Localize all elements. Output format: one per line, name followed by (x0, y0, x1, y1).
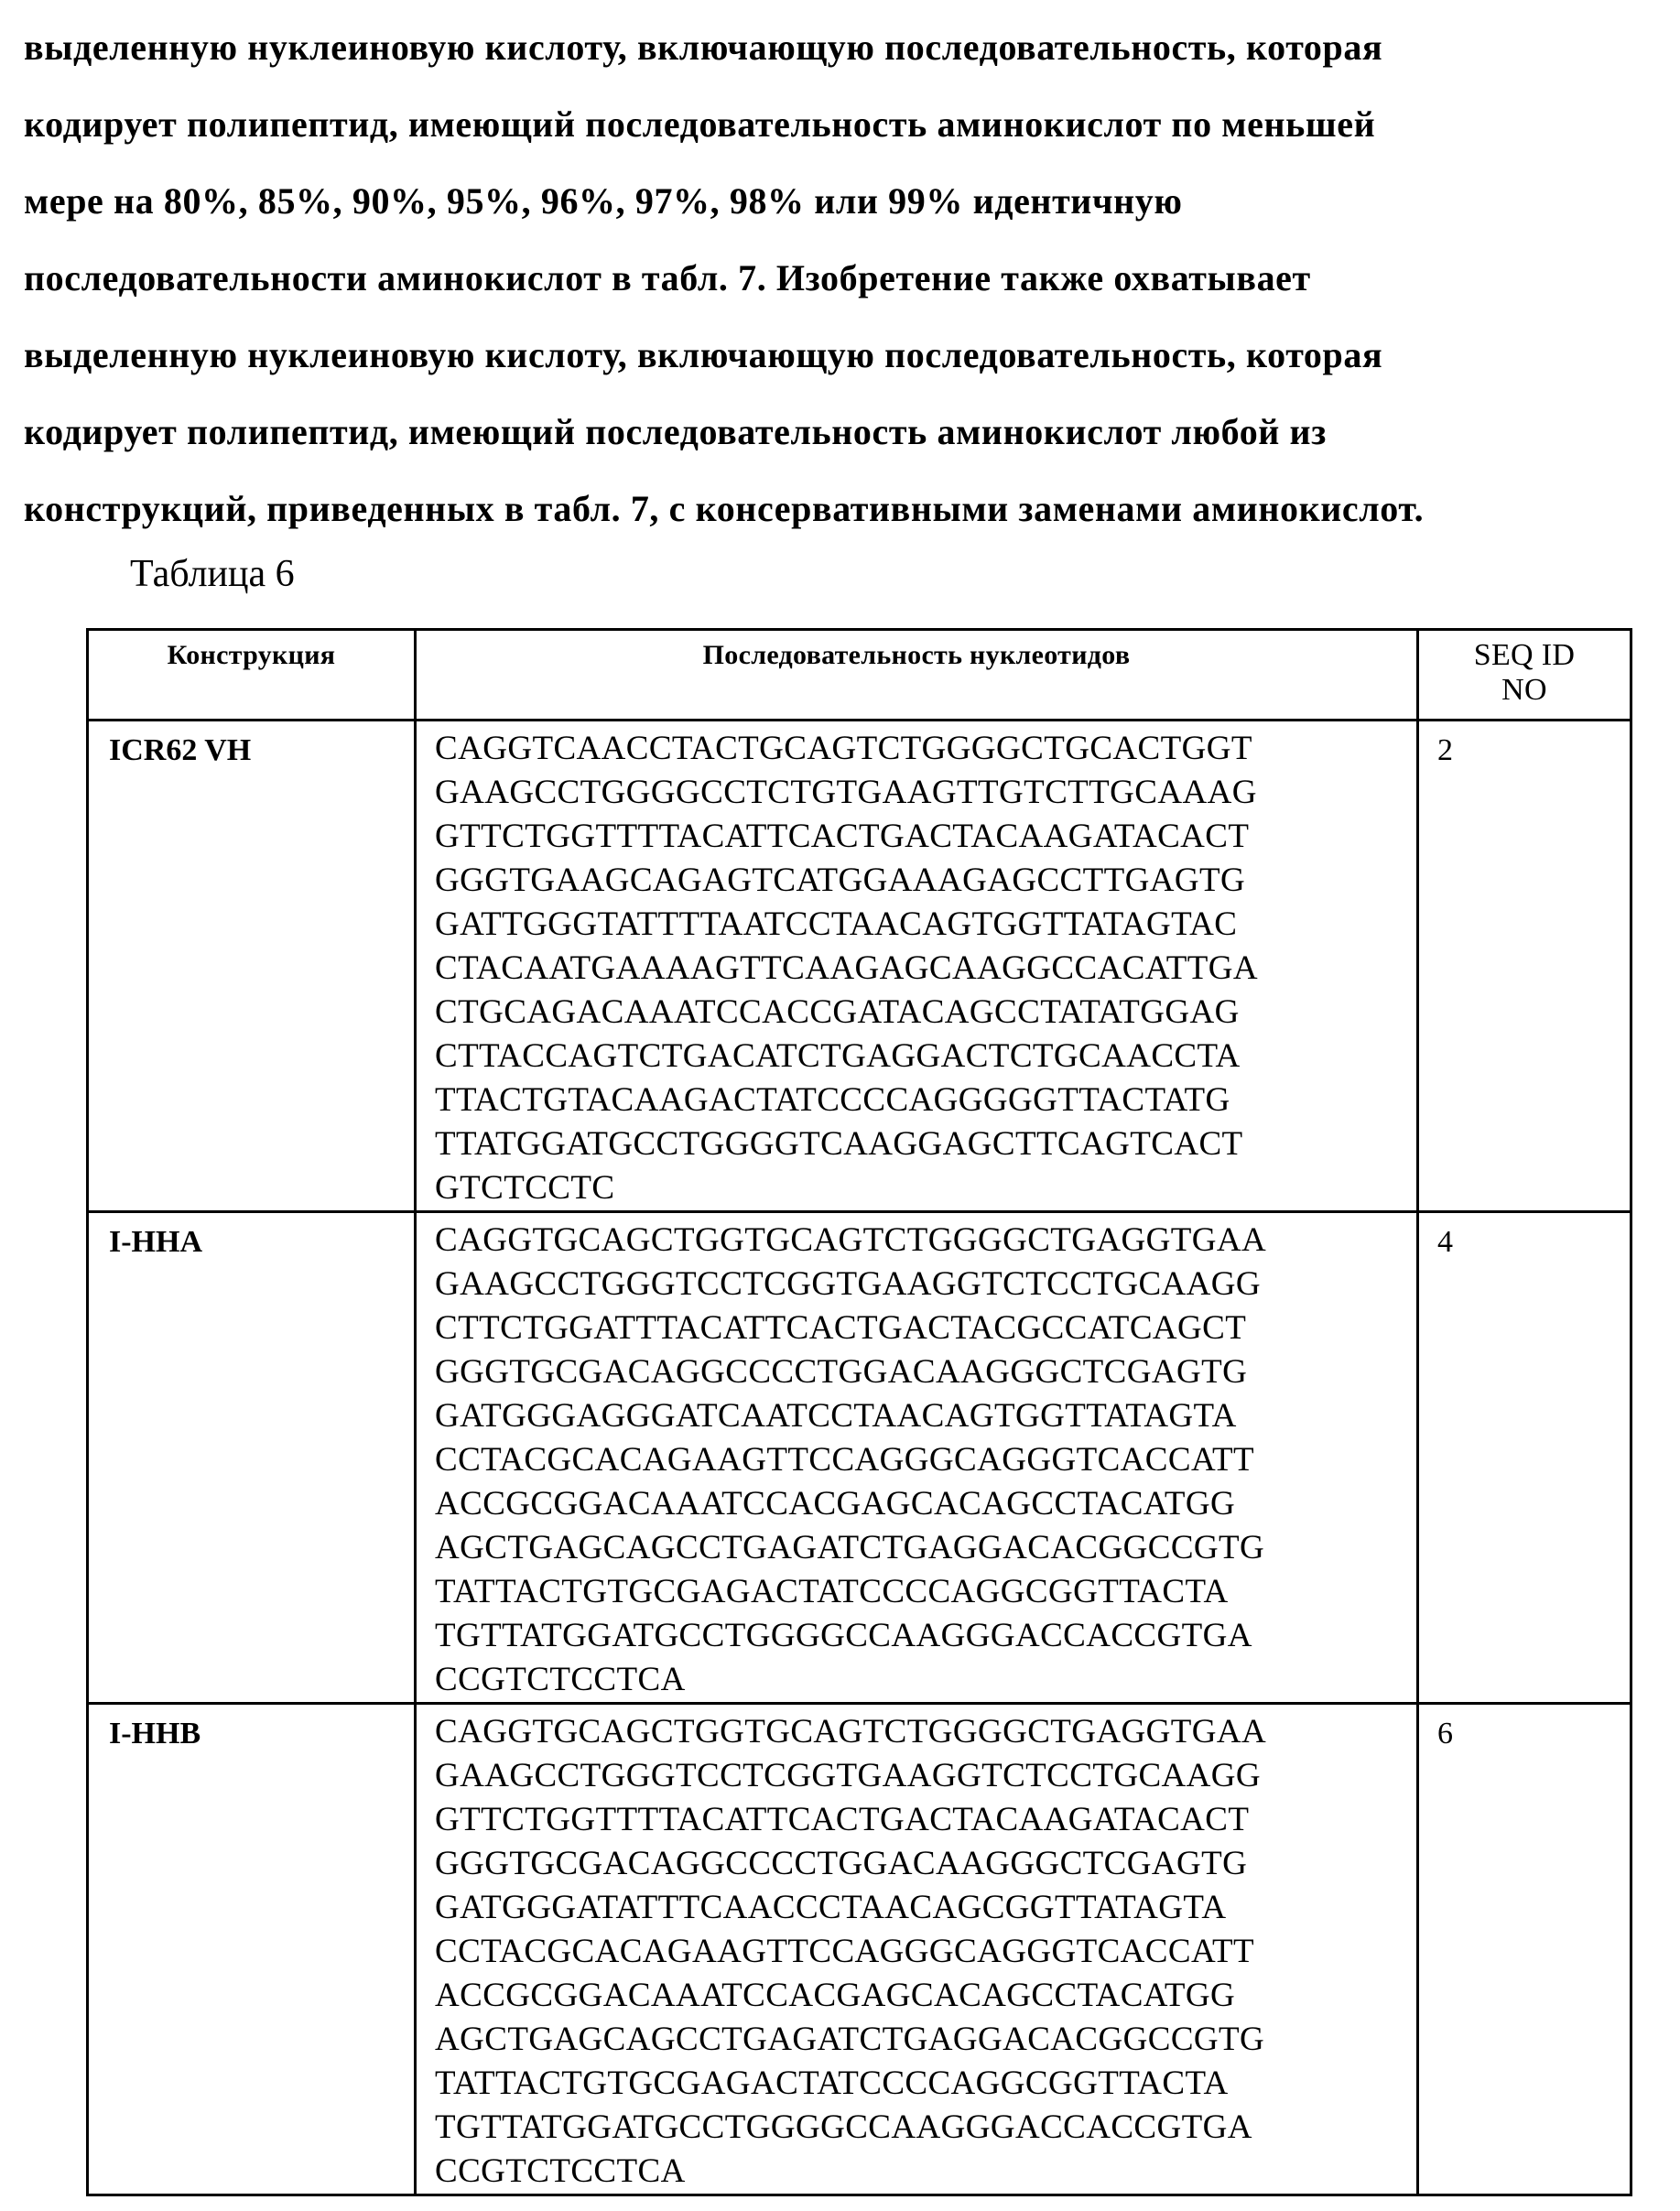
sequence-line: GATGGGAGGGATCAATCCTAACAGTGGTTATAGTA (435, 1397, 1237, 1435)
sequence-line: CTTCTGGATTTACATTCACTGACTACGCCATCAGCT (435, 1309, 1247, 1347)
sequence-line: GGGTGCGACAGGCCCCTGGACAAGGGCTCGAGTG (435, 1353, 1248, 1391)
sequence-cell (416, 721, 1418, 1212)
column-header-sequence: Последовательность нуклеотидов (416, 630, 1418, 721)
body-paragraph (24, 9, 1672, 547)
sequence-line: GGGTGCGACAGGCCCCTGGACAAGGGCTCGAGTG (435, 1845, 1248, 1882)
sequence-line: CCGTCTCCTCA (435, 1661, 686, 1698)
construct-cell: ICR62 VH (88, 721, 416, 1212)
sequence-line: GGGTGAAGCAGAGTCATGGAAAGAGCCTTGAGTG (435, 862, 1246, 899)
sequence-line: TATTACTGTGCGAGACTATCCCCAGGCGGTTACTA (435, 1573, 1229, 1610)
paragraph-line: мере на 80%, 85%, 90%, 95%, 96%, 97%, 98% или 99% идентичную (24, 180, 1183, 222)
seq-id-cell: 2 (1418, 721, 1631, 1212)
sequence-line: CTTACCAGTCTGACATCTGAGGACTCTGCAACCTA (435, 1037, 1241, 1075)
sequence-line: TTATGGATGCCTGGGGTCAAGGAGCTTCAGTCACT (435, 1125, 1243, 1163)
paragraph-line: последовательности аминокислот в табл. 7. Изобретение также охватывает (24, 257, 1311, 298)
table-row (88, 1704, 1631, 2195)
sequence-line: GTTCTGGTTTTACATTCACTGACTACAAGATACACT (435, 1801, 1250, 1838)
table-row (88, 721, 1631, 1212)
sequence-line: AGCTGAGCAGCCTGAGATCTGAGGACACGGCCGTG (435, 1529, 1265, 1566)
sequence-line: ACCGCGGACAAATCCACGAGCACAGCCTACATGG (435, 1485, 1236, 1523)
column-header-seq-id (1418, 630, 1631, 721)
sequence-line: CTGCAGACAAATCCACCGATACAGCCTATATGGAG (435, 993, 1240, 1031)
sequence-cell (416, 1212, 1418, 1704)
sequence-line: CCGTCTCCTCA (435, 2152, 686, 2190)
sequence-cell (416, 1704, 1418, 2195)
sequence-line: GAAGCCTGGGGCCTCTGTGAAGTTGTCTTGCAAAG (435, 774, 1257, 811)
paragraph-line: выделенную нуклеиновую кислоту, включающую последовательность, которая (24, 27, 1383, 68)
sequence-line: GTTCTGGTTTTACATTCACTGACTACAAGATACACT (435, 818, 1250, 855)
sequence-line: CTACAATGAAAAGTTCAAGAGCAAGGCCACATTGA (435, 949, 1259, 987)
sequence-line: CCTACGCACAGAAGTTCCAGGGCAGGGTCACCATT (435, 1933, 1254, 1970)
sequence-line: CAGGTGCAGCTGGTGCAGTCTGGGGCTGAGGTGAA (435, 1713, 1267, 1750)
sequence-line: GAAGCCTGGGTCCTCGGTGAAGGTCTCCTGCAAGG (435, 1265, 1261, 1303)
sequence-line: CAGGTCAACCTACTGCAGTCTGGGGCTGCACTGGT (435, 730, 1252, 767)
sequence-line: TATTACTGTGCGAGACTATCCCCAGGCGGTTACTA (435, 2065, 1229, 2102)
sequence-line: TGTTATGGATGCCTGGGGCCAAGGGACCACCGTGA (435, 1617, 1252, 1654)
seq-id-cell: 4 (1418, 1212, 1631, 1704)
column-header-construct: Конструкция (88, 630, 416, 721)
paragraph-line: кодирует полипептид, имеющий последовательность аминокислот любой из (24, 411, 1327, 452)
sequence-line: GTCTCCTC (435, 1169, 615, 1207)
paragraph-line: выделенную нуклеиновую кислоту, включающую последовательность, которая (24, 334, 1383, 375)
table-header-row (88, 630, 1631, 721)
table-row (88, 1212, 1631, 1704)
construct-cell: I-HHB (88, 1704, 416, 2195)
paragraph-line: конструкций, приведенных в табл. 7, с консервативными заменами аминокислот. (24, 488, 1425, 529)
seq-id-cell: 6 (1418, 1704, 1631, 2195)
sequence-line: TTACTGTACAAGACTATCCCCAGGGGGTTACTATG (435, 1081, 1230, 1119)
nucleotide-sequence-table (86, 628, 1632, 2196)
sequence-line: CAGGTGCAGCTGGTGCAGTCTGGGGCTGAGGTGAA (435, 1221, 1267, 1259)
seq-id-header-line2: NO (1501, 673, 1547, 707)
paragraph-line: кодирует полипептид, имеющий последовательность аминокислот по меньшей (24, 103, 1376, 145)
sequence-line: CCTACGCACAGAAGTTCCAGGGCAGGGTCACCATT (435, 1441, 1254, 1479)
sequence-line: AGCTGAGCAGCCTGAGATCTGAGGACACGGCCGTG (435, 2021, 1265, 2058)
sequence-line: GAAGCCTGGGTCCTCGGTGAAGGTCTCCTGCAAGG (435, 1757, 1261, 1794)
seq-id-header-line1: SEQ ID (1473, 638, 1576, 672)
construct-cell: I-HHA (88, 1212, 416, 1704)
sequence-line: GATGGGATATTTCAACCCTAACAGCGGTTATAGTA (435, 1889, 1227, 1926)
sequence-line: TGTTATGGATGCCTGGGGCCAAGGGACCACCGTGA (435, 2108, 1252, 2146)
table-caption: Таблица 6 (130, 553, 295, 595)
sequence-line: ACCGCGGACAAATCCACGAGCACAGCCTACATGG (435, 1977, 1236, 2014)
sequence-line: GATTGGGTATTTTAATCCTAACAGTGGTTATAGTAC (435, 905, 1238, 943)
